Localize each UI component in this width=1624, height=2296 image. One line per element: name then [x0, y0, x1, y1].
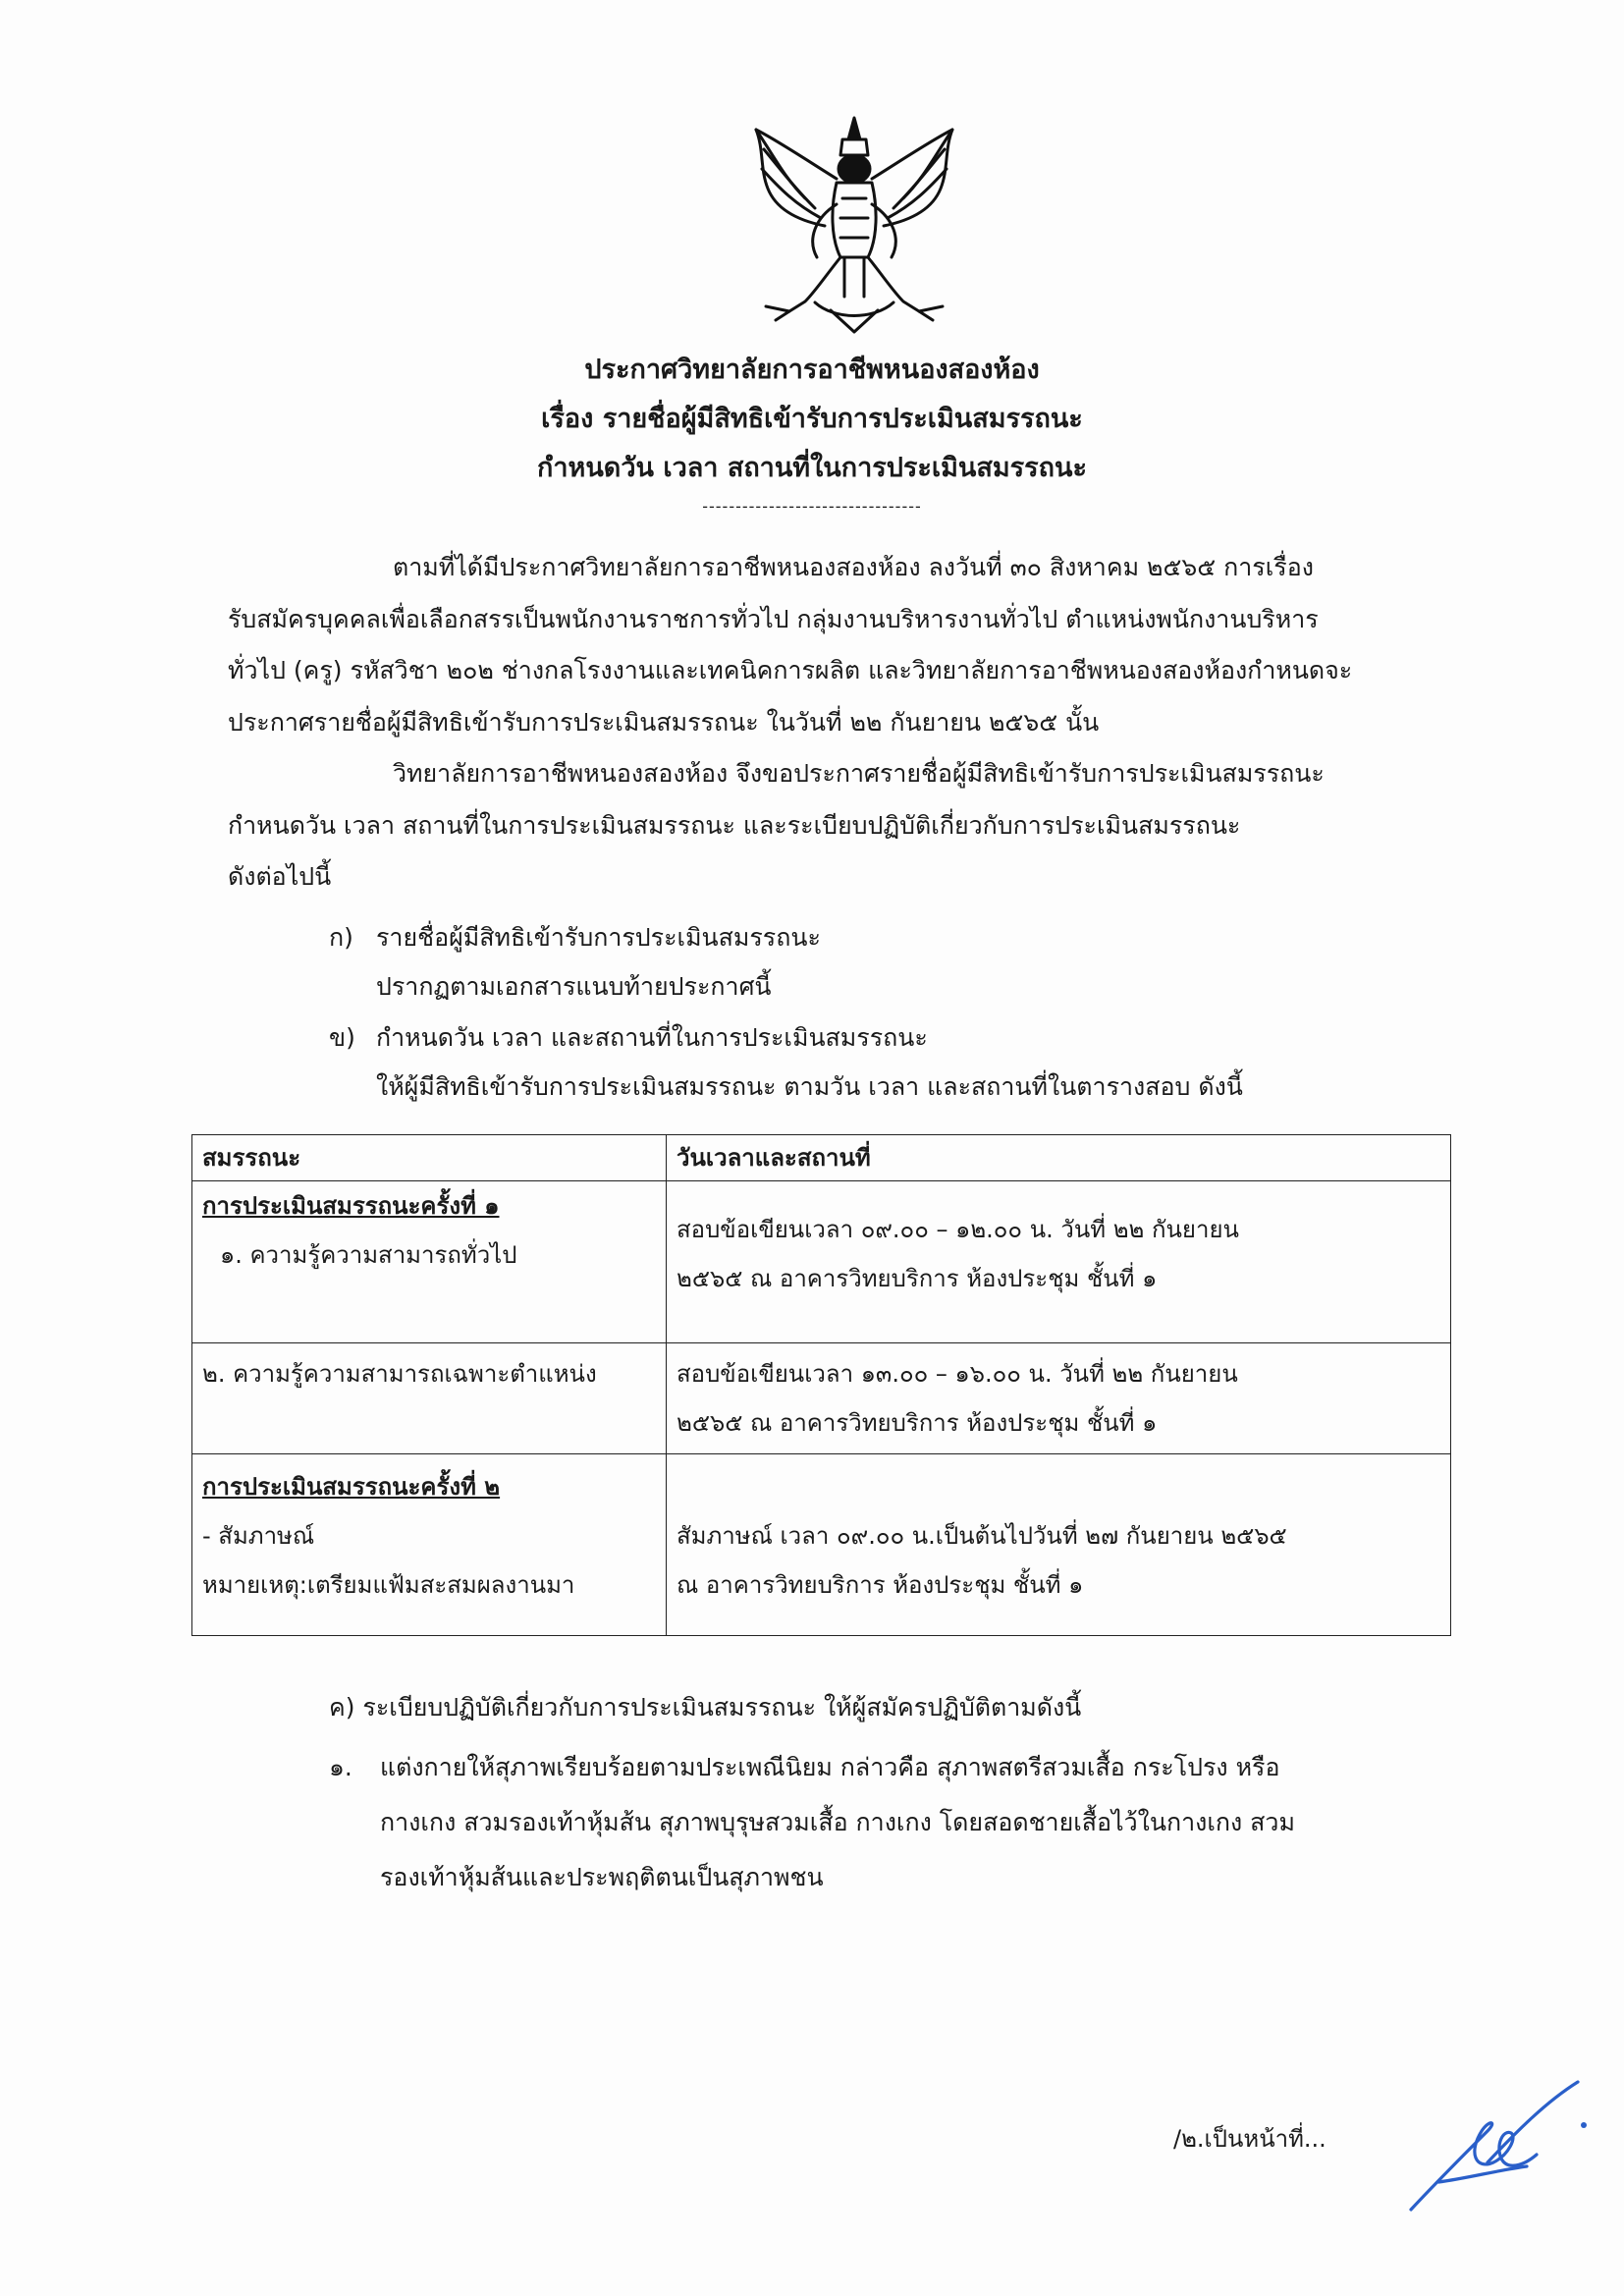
item-a	[329, 913, 821, 1011]
title-divider: ---------------------------------	[702, 497, 922, 516]
schedule-detail-line: สอบข้อเขียนเวลา ๐๙.๐๐ – ๑๒.๐๐ น. วันที่ ๒๒ กันยายน	[677, 1216, 1239, 1243]
table-cell-competency	[192, 1454, 667, 1636]
item-b	[329, 1013, 1243, 1112]
schedule-detail-line: ๒๕๖๕ ณ อาคารวิทยบริการ ห้องประชุม ชั้นที่ ๑	[677, 1265, 1158, 1292]
paragraph-intro-line: ตามที่ได้มีประกาศวิทยาลัยการอาชีพหนองสองห้อง ลงวันที่ ๓๐ สิงหาคม ๒๕๖๕ การเรื่อง	[393, 553, 1314, 581]
title-line-3: กำหนดวัน เวลา สถานที่ในการประเมินสมรรถนะ	[537, 453, 1087, 483]
paragraph-intro-line: ประกาศรายชื่อผู้มีสิทธิเข้ารับการประเมินสมรรถนะ ในวันที่ ๒๒ กันยายน ๒๕๖๕ นั้น	[228, 707, 1100, 737]
table-header-row	[192, 1135, 1451, 1181]
page-continuation-note: /๒.เป็นหน้าที่...	[1173, 2125, 1326, 2153]
document-title	[0, 346, 1624, 517]
paragraph-intro	[228, 542, 1494, 748]
item-b-marker: ข)	[329, 1023, 355, 1052]
paragraph-announcement-line: ดังต่อไปนี้	[228, 862, 332, 891]
round-1-title: การประเมินสมรรถนะครั้งที่ ๑	[202, 1192, 500, 1220]
table-row	[192, 1343, 1451, 1454]
paragraph-announcement-line: กำหนดวัน เวลา สถานที่ในการประเมินสมรรถนะ และระเบียบปฏิบัติเกี่ยวกับการประเมินสมรรถนะ	[228, 810, 1241, 840]
table-row	[192, 1454, 1451, 1636]
item-a-line: รายชื่อผู้มีสิทธิเข้ารับการประเมินสมรรถนะ	[376, 923, 821, 952]
paragraph-intro-line: รับสมัครบุคคลเพื่อเลือกสรรเป็นพนักงานราชการทั่วไป กลุ่มงานบริหารงานทั่วไป ตำแหน่งพนักงานบริหาร	[228, 604, 1319, 633]
item-b-line: กำหนดวัน เวลา และสถานที่ในการประเมินสมรรถนะ	[376, 1023, 928, 1052]
rule-1-line: กางเกง สวมรองเท้าหุ้มส้น สุภาพบุรุษสวมเสื้อ กางเกง โดยสอดชายเสื้อไว้ในกางเกง สวม	[380, 1808, 1295, 1836]
table-header-datetime-place: วันเวลาและสถานที่	[667, 1135, 1451, 1181]
paragraph-announcement-line: วิทยาลัยการอาชีพหนองสองห้อง จึงขอประกาศรายชื่อผู้มีสิทธิเข้ารับการประเมินสมรรถนะ	[393, 759, 1325, 788]
paragraph-intro-line: ทั่วไป (ครู) รหัสวิชา ๒๐๒ ช่างกลโรงงานและเทคนิคการผลิต และวิทยาลัยการอาชีพหนองสองห้องกำหนดจะ	[228, 656, 1353, 684]
table-cell-competency	[192, 1343, 667, 1454]
schedule-detail-line: สัมภาษณ์ เวลา ๐๙.๐๐ น.เป็นต้นไปวันที่ ๒๗ กันยายน ๒๕๖๕	[677, 1522, 1287, 1550]
round-2-title: การประเมินสมรรถนะครั้งที่ ๒	[202, 1473, 501, 1501]
table-cell-datetime	[667, 1181, 1451, 1343]
schedule-detail-line: ณ อาคารวิทยบริการ ห้องประชุม ชั้นที่ ๑	[677, 1571, 1084, 1599]
rule-1-line: แต่งกายให้สุภาพเรียบร้อยตามประเพณีนิยม กล่าวคือ สุภาพสตรีสวมเสื้อ กระโปรง หรือ	[380, 1753, 1280, 1781]
table-header-competency: สมรรถนะ	[192, 1135, 667, 1181]
table-cell-datetime	[667, 1343, 1451, 1454]
competency-general: ๑. ความรู้ความสามารถทั่วไป	[220, 1241, 517, 1269]
item-a-line: ปรากฏตามเอกสารแนบท้ายประกาศนี้	[376, 972, 772, 1001]
schedule-table	[191, 1134, 1451, 1636]
competency-specific: ๒. ความรู้ความสามารถเฉพาะตำแหน่ง	[202, 1360, 597, 1388]
table-cell-datetime	[667, 1454, 1451, 1636]
interview-note: หมายเหตุ:เตรียมแฟ้มสะสมผลงานมา	[202, 1571, 575, 1599]
competency-interview: - สัมภาษณ์	[202, 1522, 315, 1550]
schedule-detail-line: สอบข้อเขียนเวลา ๑๓.๐๐ – ๑๖.๐๐ น. วันที่ ๒๒ กันยายน	[677, 1360, 1238, 1388]
rule-1-line: รองเท้าหุ้มส้นและประพฤติตนเป็นสุภาพชน	[380, 1863, 824, 1891]
title-line-1: ประกาศวิทยาลัยการอาชีพหนองสองห้อง	[584, 355, 1040, 385]
item-b-line: ให้ผู้มีสิทธิเข้ารับการประเมินสมรรถนะ ตามวัน เวลา และสถานที่ในตารางสอบ ดังนี้	[376, 1072, 1243, 1101]
item-c	[329, 1683, 1081, 1732]
item-c-line: ค) ระเบียบปฏิบัติเกี่ยวกับการประเมินสมรรถนะ ให้ผู้สมัครปฏิบัติตามดังนี้	[329, 1693, 1082, 1722]
signature-icon	[1399, 2072, 1596, 2219]
table-row	[192, 1181, 1451, 1343]
rule-1	[329, 1740, 1497, 1905]
title-line-2: เรื่อง รายชื่อผู้มีสิทธิเข้ารับการประเมินสมรรถนะ	[541, 404, 1083, 434]
paragraph-announcement	[228, 748, 1494, 903]
schedule-detail-line: ๒๕๖๕ ณ อาคารวิทยบริการ ห้องประชุม ชั้นที่ ๑	[677, 1409, 1158, 1437]
garuda-emblem-icon	[746, 110, 962, 336]
rule-1-marker: ๑.	[329, 1753, 352, 1781]
item-a-marker: ก)	[329, 923, 353, 952]
table-cell-competency	[192, 1181, 667, 1343]
